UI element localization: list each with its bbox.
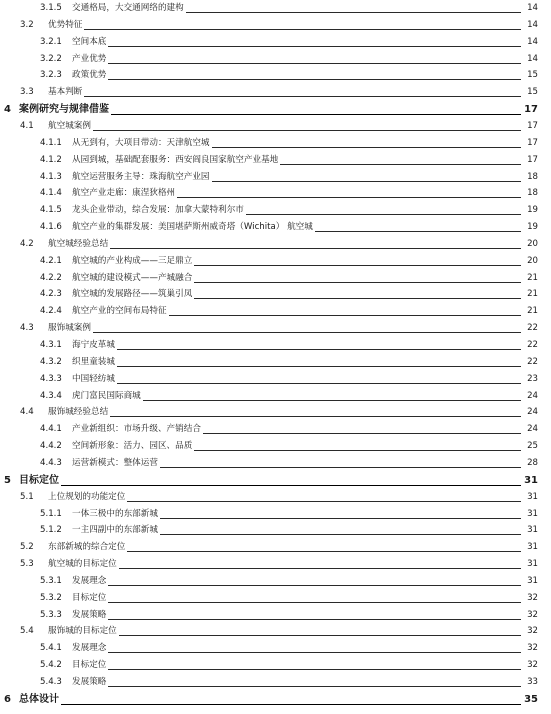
toc-entry-title: 服饰城案例 xyxy=(48,323,91,334)
toc-entry-title: 海宁皮革城 xyxy=(72,340,115,350)
toc-entry-title: 总体设计 xyxy=(19,693,59,705)
toc-entry-title: 空间新形象：活力、园区、品质 xyxy=(72,441,193,452)
toc-entry-4-1-2[interactable] xyxy=(0,152,551,169)
toc-entry-title: 一体三极中的东部新城 xyxy=(72,508,158,519)
toc-entry-number: 4.2 xyxy=(20,238,34,249)
toc-entry-4-1[interactable] xyxy=(0,118,551,135)
toc-leader-line xyxy=(246,214,521,215)
toc-leader-line xyxy=(93,130,521,131)
toc-entry-number: 4.2.4 xyxy=(40,306,62,317)
toc-entry-5-4-2[interactable] xyxy=(0,657,551,674)
toc-entry-number: 4.3.2 xyxy=(40,356,62,367)
toc-entry-number: 5.1.2 xyxy=(40,525,62,536)
toc-entry-number: 4.2.2 xyxy=(40,272,62,283)
toc-entry-number: 5.2 xyxy=(20,542,34,553)
toc-leader-line xyxy=(143,400,521,401)
toc-entry-page-number: 14 xyxy=(527,3,538,13)
toc-entry-page-number: 14 xyxy=(527,19,538,30)
toc-entry-3-2-1[interactable] xyxy=(0,34,551,51)
toc-entry-page-number: 22 xyxy=(527,340,538,350)
toc-entry-title: 航空城的目标定位 xyxy=(48,559,117,570)
toc-entry-4-2[interactable] xyxy=(0,236,551,253)
toc-leader-line xyxy=(108,652,521,653)
toc-entry-4-4[interactable] xyxy=(0,404,551,421)
toc-entry-page-number: 31 xyxy=(527,508,538,519)
toc-entry-number: 4.4.1 xyxy=(40,424,62,435)
toc-leader-line xyxy=(84,29,521,30)
toc-entry-number: 4.1.1 xyxy=(40,137,62,148)
toc-entry-page-number: 14 xyxy=(527,53,538,64)
toc-entry-number: 5.3.2 xyxy=(40,592,62,603)
toc-leader-line xyxy=(194,282,521,283)
toc-entry-5-4[interactable] xyxy=(0,623,551,640)
toc-entry-number: 4.1.3 xyxy=(40,171,62,182)
toc-entry-page-number: 32 xyxy=(527,660,538,671)
toc-leader-line xyxy=(194,298,521,299)
toc-leader-line xyxy=(93,332,521,333)
toc-entry-number: 5.3 xyxy=(20,559,34,570)
toc-entry-title: 航空城经验总结 xyxy=(48,238,109,249)
toc-entry-title: 交通格局，大交通网络的建构 xyxy=(72,3,184,13)
toc-entry-number: 4 xyxy=(4,104,11,116)
toc-entry-4-3-4[interactable] xyxy=(0,388,551,405)
toc-entry-title: 发展理念 xyxy=(72,643,107,654)
toc-entry-title: 航空产业走廊：康涅狄格州 xyxy=(72,188,176,199)
toc-entry-4-1-5[interactable] xyxy=(0,202,551,219)
toc-entry-number: 3.2.3 xyxy=(40,70,62,81)
toc-entry-page-number: 28 xyxy=(527,457,538,468)
toc-leader-line xyxy=(212,181,521,182)
toc-entry-4-1-1[interactable] xyxy=(0,135,551,152)
toc-entry-number: 4.2.3 xyxy=(40,289,62,300)
toc-entry-page-number: 14 xyxy=(527,36,538,47)
toc-entry-title: 服饰城经验总结 xyxy=(48,407,109,418)
toc-entry-4-1-4[interactable] xyxy=(0,185,551,202)
toc-entry-page-number: 31 xyxy=(527,542,538,553)
toc-entry-3-2-3[interactable] xyxy=(0,67,551,84)
toc-entry-number: 3.3 xyxy=(20,87,34,98)
toc-entry-page-number: 17 xyxy=(524,104,538,116)
toc-entry-title: 上位规划的功能定位 xyxy=(48,491,126,502)
toc-leader-line xyxy=(110,248,521,249)
toc-entry-number: 3.2 xyxy=(20,19,34,30)
toc-entry-page-number: 22 xyxy=(527,356,538,367)
toc-entry-5-1-1[interactable] xyxy=(0,506,551,523)
toc-leader-line xyxy=(127,501,521,502)
toc-entry-title: 东部新城的综合定位 xyxy=(48,542,126,553)
toc-entry-4-4-2[interactable] xyxy=(0,438,551,455)
toc-leader-line xyxy=(194,265,521,266)
toc-entry-page-number: 32 xyxy=(527,626,538,637)
toc-entry-title: 案例研究与规律借鉴 xyxy=(19,104,109,116)
toc-entry-page-number: 17 xyxy=(527,154,538,165)
toc-leader-line xyxy=(84,96,521,97)
toc-entry-page-number: 15 xyxy=(527,87,538,98)
toc-leader-line xyxy=(212,147,521,148)
toc-leader-line xyxy=(177,197,521,198)
toc-leader-line xyxy=(108,585,521,586)
toc-entry-4-3[interactable] xyxy=(0,320,551,337)
toc-entry-title: 航空城案例 xyxy=(48,120,91,131)
toc-leader-line xyxy=(108,619,521,620)
toc-entry-4-3-3[interactable] xyxy=(0,371,551,388)
toc-entry-page-number: 18 xyxy=(527,171,538,182)
toc-entry-5-3-1[interactable] xyxy=(0,573,551,590)
toc-entry-number: 4.4.3 xyxy=(40,457,62,468)
toc-entry-number: 5.4.2 xyxy=(40,660,62,671)
toc-entry-title: 一主四副中的东部新城 xyxy=(72,525,158,536)
toc-entry-title: 虎门富民国际商城 xyxy=(72,390,141,401)
toc-entry-title: 服饰城的目标定位 xyxy=(48,626,117,637)
toc-entry-page-number: 25 xyxy=(527,441,538,452)
toc-leader-line xyxy=(108,669,521,670)
toc-entry-page-number: 32 xyxy=(527,643,538,654)
toc-entry-page-number: 23 xyxy=(527,373,538,384)
toc-entry-number: 4.4.2 xyxy=(40,441,62,452)
toc-entry-title: 中国轻纺城 xyxy=(72,373,115,384)
toc-leader-line xyxy=(108,686,521,687)
toc-entry-title: 目标定位 xyxy=(72,660,107,671)
toc-leader-line xyxy=(280,164,521,165)
toc-entry-title: 发展理念 xyxy=(72,575,107,586)
toc-entry-page-number: 31 xyxy=(527,559,538,570)
toc-entry-page-number: 19 xyxy=(527,205,538,216)
toc-leader-line xyxy=(169,315,521,316)
toc-entry-title: 航空运营服务主导：珠海航空产业园 xyxy=(72,171,210,182)
toc-entry-page-number: 32 xyxy=(527,592,538,603)
toc-leader-line xyxy=(61,704,521,705)
toc-leader-line xyxy=(108,79,521,80)
toc-leader-line xyxy=(61,485,521,486)
toc-entry-page-number: 31 xyxy=(527,525,538,536)
toc-leader-line xyxy=(160,534,521,535)
toc-leader-line xyxy=(160,518,521,519)
toc-entry-page-number: 19 xyxy=(527,222,538,233)
toc-entry-title: 空间本底 xyxy=(72,36,107,47)
toc-leader-line xyxy=(117,366,521,367)
toc-entry-number: 5.1.1 xyxy=(40,508,62,519)
toc-leader-line xyxy=(111,114,521,115)
toc-entry-page-number: 21 xyxy=(527,272,538,283)
toc-entry-number: 4.3 xyxy=(20,323,34,334)
toc-leader-line xyxy=(194,450,521,451)
toc-entry-title: 运营新模式：整体运营 xyxy=(72,457,158,468)
toc-leader-line xyxy=(160,467,521,468)
toc-entry-5-4-1[interactable] xyxy=(0,640,551,657)
toc-entry-5-1[interactable] xyxy=(0,489,551,506)
toc-entry-title: 航空城的建设模式——产城融合 xyxy=(72,272,193,283)
toc-entry-page-number: 20 xyxy=(527,255,538,266)
toc-entry-4-1-6[interactable] xyxy=(0,219,551,236)
toc-entry-title: 航空城的发展路径——筑巢引凤 xyxy=(72,289,193,300)
toc-entry-5-3-3[interactable] xyxy=(0,607,551,624)
toc-leader-line xyxy=(108,63,521,64)
toc-entry-title: 产业新组织：市场升级、产销结合 xyxy=(72,424,201,435)
toc-entry-title: 航空城的产业构成——三足鼎立 xyxy=(72,255,193,266)
toc-entry-5-3[interactable] xyxy=(0,556,551,573)
toc-entry-number: 4.1 xyxy=(20,120,34,131)
toc-entry-5[interactable] xyxy=(0,472,551,489)
toc-leader-line xyxy=(108,602,521,603)
toc-entry-title: 航空产业的空间布局特征 xyxy=(72,306,167,317)
toc-entry-number: 3.1.5 xyxy=(40,3,62,13)
toc-leader-line xyxy=(127,551,521,552)
toc-entry-page-number: 18 xyxy=(527,188,538,199)
toc-entry-page-number: 21 xyxy=(527,289,538,300)
toc-entry-5-3-2[interactable] xyxy=(0,590,551,607)
toc-entry-title: 织里童装城 xyxy=(72,356,115,367)
toc-entry-page-number: 21 xyxy=(527,306,538,317)
toc-entry-title: 目标定位 xyxy=(19,474,59,486)
toc-entry-4-4-3[interactable] xyxy=(0,455,551,472)
toc-entry-title: 产业优势 xyxy=(72,53,107,64)
toc-entry-3-2-2[interactable] xyxy=(0,51,551,68)
toc-entry-number: 4.1.6 xyxy=(40,222,62,233)
toc-entry-page-number: 31 xyxy=(524,474,538,486)
toc-entry-title: 基本判断 xyxy=(48,87,83,98)
toc-leader-line xyxy=(108,46,521,47)
toc-entry-title: 目标定位 xyxy=(72,592,107,603)
toc-leader-line xyxy=(119,568,521,569)
toc-entry-page-number: 15 xyxy=(527,70,538,81)
toc-entry-title: 航空产业的集群发展：美国堪萨斯州威奇塔（Wichita） 航空城 xyxy=(72,222,313,233)
toc-entry-number: 5.4 xyxy=(20,626,34,637)
toc-leader-line xyxy=(186,12,521,13)
toc-entry-number: 4.1.4 xyxy=(40,188,62,199)
toc-entry-page-number: 32 xyxy=(527,609,538,620)
toc-entry-3-1-5[interactable] xyxy=(0,0,551,17)
toc-entry-4-1-3[interactable] xyxy=(0,169,551,186)
toc-entry-number: 5.4.3 xyxy=(40,677,62,687)
toc-entry-title: 发展策略 xyxy=(72,609,107,620)
toc-entry-page-number: 33 xyxy=(527,677,538,687)
toc-leader-line xyxy=(315,231,521,232)
toc-entry-number: 5.4.1 xyxy=(40,643,62,654)
toc-entry-number: 5 xyxy=(4,474,11,486)
toc-entry-title: 从无到有，大项目带动：天津航空城 xyxy=(72,137,210,148)
toc-entry-page-number: 24 xyxy=(527,407,538,418)
toc-entry-title: 政策优势 xyxy=(72,70,107,81)
toc-entry-number: 5.3.1 xyxy=(40,575,62,586)
toc-entry-title: 发展策略 xyxy=(72,677,107,687)
toc-entry-4-3-1[interactable] xyxy=(0,337,551,354)
toc-leader-line xyxy=(203,433,521,434)
toc-entry-page-number: 31 xyxy=(527,575,538,586)
toc-entry-number: 4.2.1 xyxy=(40,255,62,266)
toc-entry-3-2[interactable] xyxy=(0,17,551,34)
toc-entry-number: 5.1 xyxy=(20,491,34,502)
toc-entry-page-number: 24 xyxy=(527,390,538,401)
toc-entry-5-2[interactable] xyxy=(0,539,551,556)
toc-leader-line xyxy=(110,416,521,417)
toc-entry-4[interactable] xyxy=(0,101,551,118)
toc-entry-number: 3.2.2 xyxy=(40,53,62,64)
toc-leader-line xyxy=(117,349,521,350)
toc-entry-4-2-3[interactable] xyxy=(0,286,551,303)
toc-entry-title: 龙头企业带动，综合发展：加拿大蒙特利尔市 xyxy=(72,205,244,216)
toc-entry-number: 3.2.1 xyxy=(40,36,62,47)
toc-entry-page-number: 17 xyxy=(527,137,538,148)
toc-entry-4-2-1[interactable] xyxy=(0,253,551,270)
toc-entry-4-3-2[interactable] xyxy=(0,354,551,371)
toc-entry-number: 6 xyxy=(4,693,11,705)
toc-entry-page-number: 17 xyxy=(527,120,538,131)
toc-leader-line xyxy=(117,383,521,384)
toc-entry-number: 4.3.3 xyxy=(40,373,62,384)
toc-entry-3-3[interactable] xyxy=(0,84,551,101)
toc-entry-number: 5.3.3 xyxy=(40,609,62,620)
toc-entry-number: 4.3.4 xyxy=(40,390,62,401)
toc-entry-page-number: 35 xyxy=(524,693,538,705)
toc-entry-6[interactable] xyxy=(0,691,551,708)
toc-entry-5-1-2[interactable] xyxy=(0,522,551,539)
toc-entry-4-4-1[interactable] xyxy=(0,421,551,438)
toc-entry-number: 4.1.5 xyxy=(40,205,62,216)
toc-entry-page-number: 31 xyxy=(527,491,538,502)
toc-entry-title: 从园到城，基础配套服务：西安阎良国家航空产业基地 xyxy=(72,154,279,165)
toc-leader-line xyxy=(119,635,521,636)
toc-entry-number: 4.1.2 xyxy=(40,154,62,165)
toc-entry-number: 4.3.1 xyxy=(40,340,62,350)
toc-entry-page-number: 22 xyxy=(527,323,538,334)
toc-entry-number: 4.4 xyxy=(20,407,34,418)
toc-entry-title: 优势特征 xyxy=(48,19,83,30)
toc-entry-page-number: 20 xyxy=(527,238,538,249)
toc-entry-4-2-4[interactable] xyxy=(0,303,551,320)
toc-entry-5-4-3[interactable] xyxy=(0,674,551,691)
toc-entry-4-2-2[interactable] xyxy=(0,270,551,287)
toc-entry-page-number: 24 xyxy=(527,424,538,435)
